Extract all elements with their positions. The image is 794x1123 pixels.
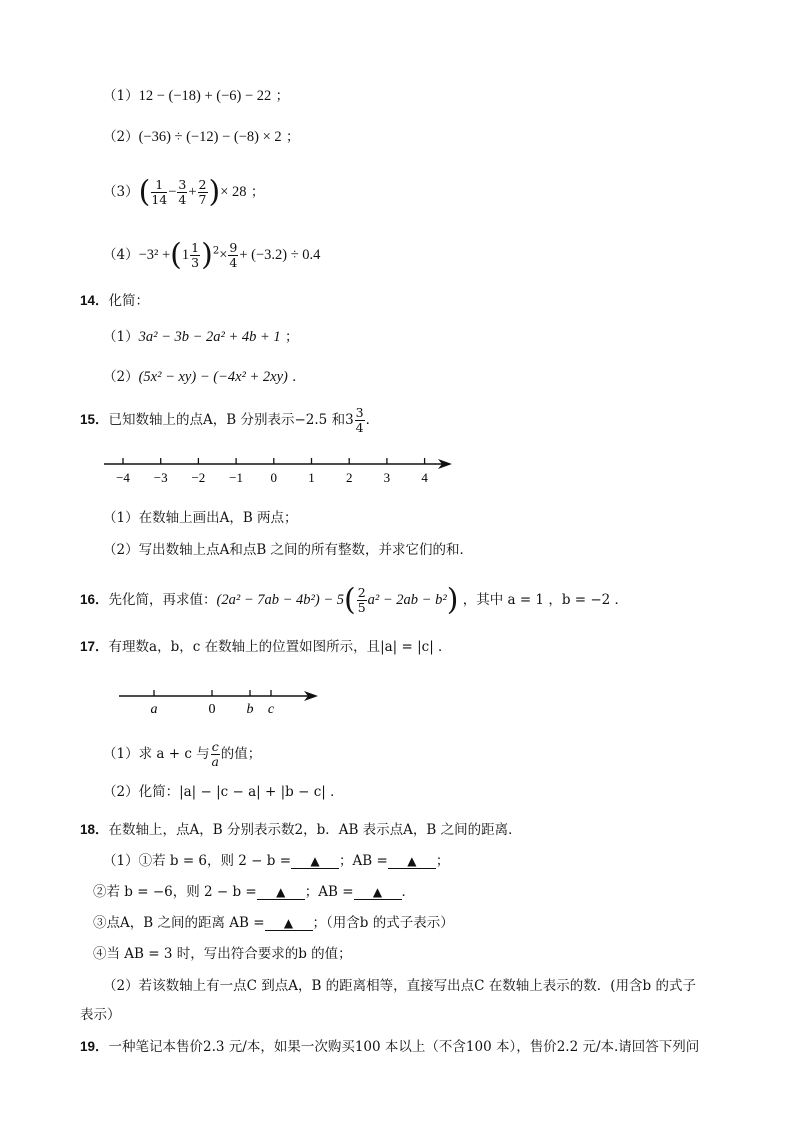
- q15-part1: （1）在数轴上画出A，B 两点；: [103, 510, 298, 526]
- q17-number-line: [115, 685, 330, 717]
- axis-tick-label: −4: [116, 470, 130, 485]
- axis-point-label: b: [246, 702, 254, 717]
- q14-part1: （1）3a² − 3b − 2a² + 4b + 1 ；: [103, 329, 299, 345]
- axis-tick-label: −1: [229, 470, 244, 485]
- q18-line6: 表示）: [80, 1007, 121, 1023]
- q18-line1: （1）①若 b = 6，则 2 − b = ▲ ；AB = ▲ ；: [103, 853, 450, 869]
- q18-heading: 18．在数轴上，点A，B 分别表示数2，b．AB 表示点A，B 之间的距离．: [80, 822, 522, 838]
- q15-part2: （2）写出数轴上点A和点B 之间的所有整数，并求它们的和．: [103, 542, 474, 558]
- axis-tick-label: 4: [421, 470, 428, 485]
- q13-part2: （2）(−36) ÷ (−12) − (−8) × 2 ；: [103, 129, 300, 145]
- axis-point-label: c: [267, 702, 275, 717]
- q15-number-line: [100, 450, 460, 490]
- q14-heading: 14．化简：: [80, 293, 150, 309]
- q17-heading: 17．有理数a，b，c 在数轴上的位置如图所示，且|a| = |c| ．: [80, 639, 452, 655]
- axis-tick-label: 2: [345, 470, 353, 485]
- q19-heading: 19．一种笔记本售价2.3 元/本，如果一次购买100 本以上（不含100 本），售价2.2 元/本.请回答下列问: [80, 1039, 700, 1055]
- q18-line3: ③点A，B 之间的距离 AB = ▲ ；（用含b 的式子表示）: [93, 915, 454, 931]
- axis-point-label: a: [150, 702, 158, 717]
- axis-tick-label: 1: [308, 470, 315, 485]
- q18-line5: （2）若该数轴上有一点C 到点A，B 的距离相等，直接写出点C 在数轴上表示的数．(用含b 的式子: [103, 978, 696, 994]
- axis-tick-label: 3: [383, 470, 391, 485]
- axis-tick-label: 0: [270, 470, 278, 485]
- q13-part4: （4）−3² +(1 $\frac{1}{3}$ )$^2$× $\frac{9}{4}$ + (−3.2) ÷ 0.4: [103, 237, 321, 273]
- q18-line4: ④当 AB = 3 时，写出符合要求的b 的值；: [93, 946, 352, 962]
- q13-part1: （1）12 − (−18) + (−6) − 22 ；: [103, 88, 290, 104]
- q15-heading: 15．已知数轴上的点A，B 分别表示−2.5 和3 $\frac{3}{4}$ ．: [80, 405, 380, 435]
- q17-part1: （1）求 a + c 与 $\frac{c}{a}$ 的值；: [103, 739, 262, 769]
- q18-line2: ②若 b = −6，则 2 − b = ▲ ；AB = ▲ ．: [93, 884, 416, 900]
- q13-part3: （3）( $\frac{1}{14}$ − $\frac{3}{4}$ + $\frac{2}{7}$ )× 28 ；: [103, 174, 265, 210]
- q16-line: 16．先化简，再求值：(2a² − 7ab − 4b²) − 5( $\frac{2}{5}$ a² − 2ab − b²) ，其中 a = 1 ，b = −2 ．: [80, 582, 629, 618]
- axis-tick-label: −3: [153, 470, 168, 485]
- q17-part2: （2）化简：|a| − |c − a| + |b − c| ．: [103, 784, 344, 800]
- axis-point-label: 0: [208, 702, 216, 717]
- axis-tick-label: −2: [191, 470, 206, 485]
- q14-part2: （2）(5x² − xy) − (−4x² + 2xy) ．: [103, 369, 306, 385]
